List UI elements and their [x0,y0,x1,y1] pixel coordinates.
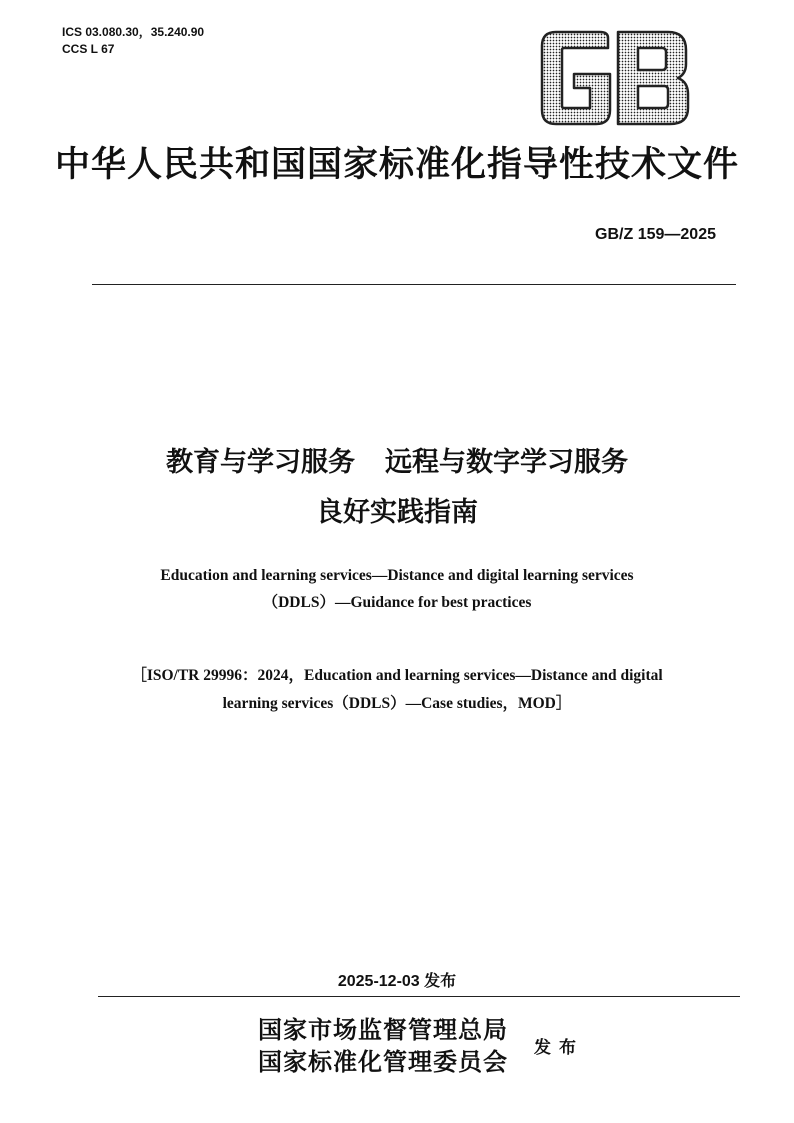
equivalence-line-2: learning services（DDLS）—Case studies，MOD］ [222,695,572,712]
english-title-line-2: （DDLS）—Guidance for best practices [262,594,532,611]
equivalence-line-1: ［ISO/TR 29996：2024，Education and learning services—Distance and digital [131,667,663,684]
international-equivalence [0,662,794,718]
chinese-title-part-2: 远程与数字学习服务 [385,447,628,478]
issuer-sac: 国家标准化管理委员会 [258,1047,508,1076]
footer-divider [98,996,740,997]
chinese-title [0,438,794,538]
publication-date: 2025-12-03 发布 [337,973,457,990]
header-divider [92,284,736,285]
issuer-samr: 国家市场监督管理总局 [258,1015,508,1044]
english-title-line-1: Education and learning services—Distance and digital learning services [160,567,634,584]
chinese-title-line-1 [0,438,794,488]
issuing-authorities [258,1014,508,1078]
ics-code: ICS 03.080.30，35.240.90 [62,25,205,39]
chinese-title-part-1: 教育与学习服务 [166,447,355,478]
english-title [0,562,794,616]
document-type: 中华人民共和国国家标准化指导性技术文件 [54,145,739,185]
issue-label: 发布 [534,1038,584,1058]
gb-logo-text: GB [534,30,536,31]
chinese-title-line-2: 良好实践指南 [316,497,478,528]
document-number: GB/Z 159—2025 [595,226,716,243]
ccs-code: CCS L 67 [62,42,115,56]
gb-logo [534,30,694,126]
classification-codes [62,24,204,58]
